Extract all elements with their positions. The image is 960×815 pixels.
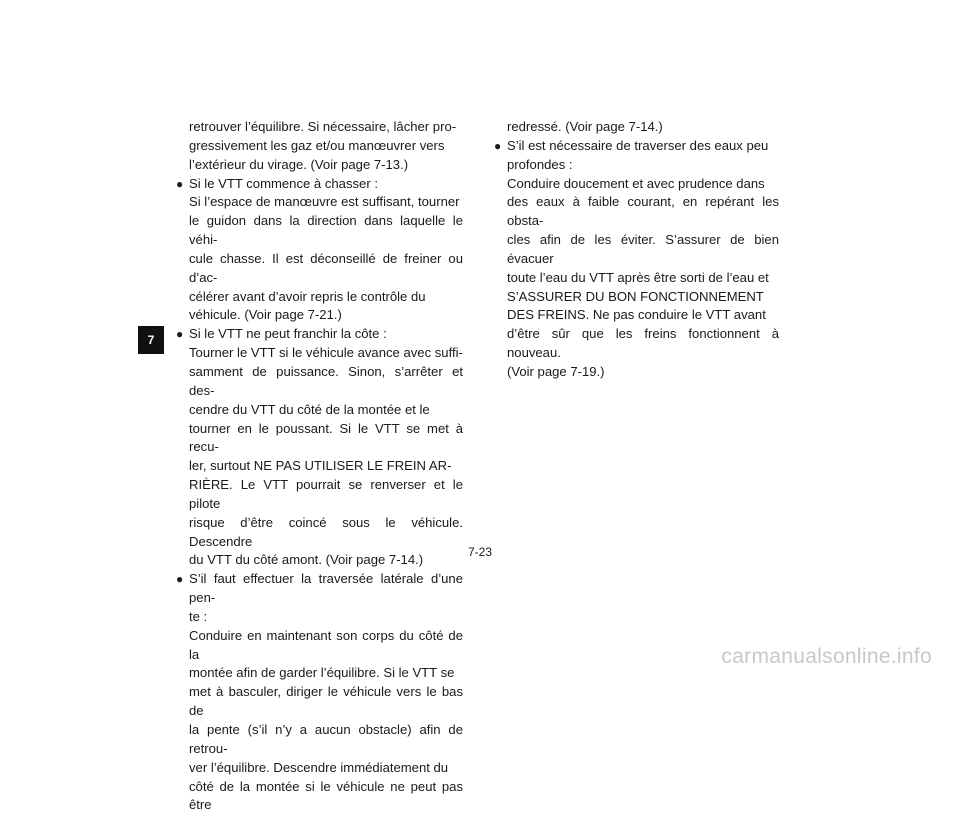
text-line: ler, surtout NE PAS UTILISER LE FREIN AR- (189, 458, 452, 474)
continuation-paragraph (494, 118, 779, 137)
text-line: (Voir page 7-19.) (507, 363, 605, 379)
text-line: samment de puissance. Sinon, s’arrêter et des- (189, 363, 463, 398)
bullet-item-side-crossing (176, 570, 463, 815)
text-line: montée afin de garder l’équilibre. Si le VTT se (189, 665, 455, 681)
chapter-tab: 7 (138, 326, 164, 354)
bullet-icon: ● (176, 176, 184, 191)
text-line: RIÈRE. Le VTT pourrait se renverser et le pilote (189, 477, 463, 511)
text-line: toute l’eau du VTT après être sorti de l’eau et (507, 269, 769, 285)
text-line: tourner en le poussant. Si le VTT se met à recu- (189, 420, 463, 455)
bullet-icon: ● (176, 327, 184, 342)
text-line: S’il est nécessaire de traverser des eaux peu (507, 137, 769, 153)
text-line: DES FREINS. Ne pas conduire le VTT avant (507, 307, 766, 323)
text-line: l’extérieur du virage. (Voir page 7-13.) (189, 156, 409, 172)
text-line: Si le VTT commence à chasser : (189, 175, 378, 191)
text-line: retrouver l’équilibre. Si nécessaire, lâcher pro- (189, 119, 457, 134)
text-line: célérer avant d’avoir repris le contrôle du (189, 288, 426, 304)
text-line: cule chasse. Il est déconseillé de freiner ou d’ac- (189, 250, 463, 285)
text-line: redressé. (Voir page 7-14.) (507, 119, 663, 134)
bullet-item-shallow-water (494, 137, 779, 382)
text-line: côté de la montée si le véhicule ne peut pas être (189, 778, 463, 813)
text-line: véhicule. (Voir page 7-21.) (189, 307, 342, 323)
right-column (494, 118, 779, 382)
text-line: gressivement les gaz et/ou manœuvrer vers (189, 137, 445, 153)
text-line: la pente (s’il n’y a aucun obstacle) afin de retrou- (189, 722, 463, 756)
text-line: des eaux à faible courant, en repérant les obsta- (507, 194, 779, 229)
text-line: du VTT du côté amont. (Voir page 7-14.) (189, 552, 424, 568)
page-number: 7-23 (467, 545, 493, 559)
text-line: te : (189, 608, 208, 624)
text-line: risque d’être coincé sous le véhicule. Descendre (189, 514, 463, 549)
text-line: Tourner le VTT si le véhicule avance avec suffi- (189, 345, 463, 361)
text-line: cles afin de les éviter. S’assurer de bien évacuer (507, 232, 779, 266)
text-line: Si le VTT ne peut franchir la côte : (189, 326, 387, 342)
bullet-icon: ● (494, 138, 502, 153)
continuation-paragraph (176, 118, 463, 175)
text-line: met à basculer, diriger le véhicule vers le bas de (189, 684, 463, 719)
text-line: le guidon dans la direction dans laquelle le véhi- (189, 213, 463, 248)
bullet-item-vehicle-skids (176, 175, 463, 326)
left-column (176, 118, 463, 815)
text-line: profondes : (507, 156, 573, 172)
text-line: Conduire en maintenant son corps du côté de la (189, 627, 463, 662)
text-line: ver l’équilibre. Descendre immédiatement du (189, 759, 449, 775)
text-line: d’être sûr que les freins fonctionnent à nouveau. (507, 326, 779, 361)
text-line: S’il faut effectuer la traversée latérale d’une pen- (189, 571, 463, 606)
bullet-icon: ● (176, 572, 184, 587)
text-line: Si l’espace de manœuvre est suffisant, tourner (189, 194, 460, 210)
bullet-item-cannot-climb (176, 325, 463, 570)
watermark: carmanualsonline.info (721, 645, 932, 668)
text-line: S’ASSURER DU BON FONCTIONNEMENT (507, 288, 764, 304)
text-line: cendre du VTT du côté de la montée et le (189, 401, 430, 417)
text-line: Conduire doucement et avec prudence dans (507, 175, 765, 191)
